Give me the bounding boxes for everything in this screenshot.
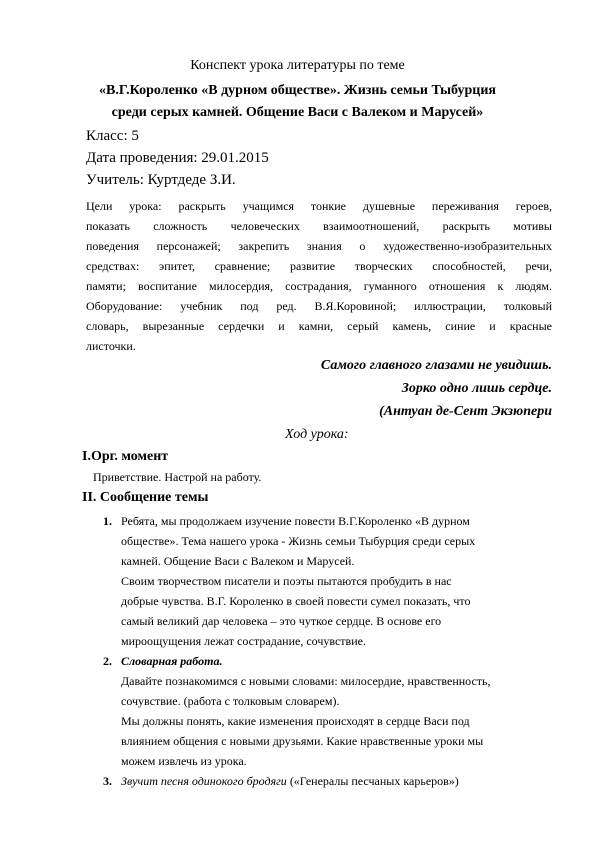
- list-item-line: добрые чувства. В.Г. Короленко в своей повести сумел показать, что: [121, 594, 471, 608]
- document-title: Конспект урока литературы по теме: [190, 58, 405, 73]
- song-title: («Генералы песчаных карьеров»): [286, 774, 459, 788]
- list-item-line: влиянием общения с новыми друзьями. Какие нравственные уроки мы: [121, 734, 484, 748]
- list-item-line: мироощущения лежат сострадание, сочувствие.: [121, 634, 366, 648]
- goals-line: памяти; воспитание милосердия, сострадания, гуманного отношения к людям.: [86, 279, 552, 293]
- list-item-line: [121, 774, 459, 789]
- lesson-topic-line2: среди серых камней. Общение Васи с Валеком и Марусей»: [111, 105, 484, 120]
- lesson-topic-line1: «В.Г.Короленко «В дурном обществе». Жизнь семьи Тыбурция: [99, 83, 496, 98]
- teacher-field: Учитель: Куртдеде З.И.: [86, 172, 236, 188]
- list-item-line: можем извлечь из урока.: [121, 754, 247, 768]
- list-item-line: камней. Общение Васи с Валеком и Марусей.: [121, 554, 355, 568]
- section-org-title: I.Орг. момент: [82, 449, 169, 464]
- goals-line: поведения персонажей; закрепить знания о художественно-изобразительных: [86, 239, 552, 253]
- list-number: 1.: [103, 514, 112, 528]
- song-intro: Звучит песня одинокого бродяги: [121, 774, 287, 788]
- goals-line: Цели урока: раскрыть учащимся тонкие душевные переживания героев,: [86, 199, 552, 213]
- goals-line: средствах: эпитет, сравнение; развитие творческих способностей, речи,: [86, 259, 552, 273]
- list-item-line: Мы должны понять, какие изменения происходят в сердце Васи под: [121, 714, 470, 728]
- epigraph-line1: Самого главного глазами не увидишь.: [320, 358, 552, 373]
- lesson-progress-heading: Ход урока:: [285, 427, 349, 442]
- list-number: 2.: [103, 654, 112, 668]
- date-field: Дата проведения: 29.01.2015: [86, 150, 269, 166]
- equipment-line: Оборудование: учебник под ред. В.Я.Коровиной; иллюстрации, толковый: [86, 299, 552, 313]
- grade-field: Класс: 5: [86, 128, 139, 144]
- section-topic-title: II. Сообщение темы: [82, 490, 209, 505]
- list-item-line: сочувствие. (работа с толковым словарем).: [121, 694, 340, 708]
- list-number: 3.: [103, 774, 112, 788]
- equipment-line: словарь, вырезанные сердечки и камни, серый камень, синие и красные: [86, 319, 552, 333]
- list-item-line: Ребята, мы продолжаем изучение повести В.Г.Короленко «В дурном: [121, 514, 470, 528]
- section-org-text: Приветствие. Настрой на работу.: [93, 470, 262, 484]
- epigraph-author: (Антуан де-Сент Экзюпери: [379, 404, 552, 419]
- list-item-line: обществе». Тема нашего урока - Жизнь семьи Тыбурция среди серых: [121, 534, 476, 548]
- equipment-line: листочки.: [86, 339, 136, 353]
- goals-line: показать сложность человеческих взаимоотношений, раскрыть мотивы: [86, 219, 552, 233]
- epigraph-line2: Зорко одно лишь сердце.: [401, 381, 552, 396]
- list-item-line: Своим творчеством писатели и поэты пытаются пробудить в нас: [121, 574, 452, 588]
- vocabulary-work-heading: Словарная работа.: [121, 654, 223, 668]
- list-item-line: Давайте познакомимся с новыми словами: милосердие, нравственность,: [121, 674, 491, 688]
- list-item-line: самый великий дар человека – это чуткое сердце. В основе его: [121, 614, 442, 628]
